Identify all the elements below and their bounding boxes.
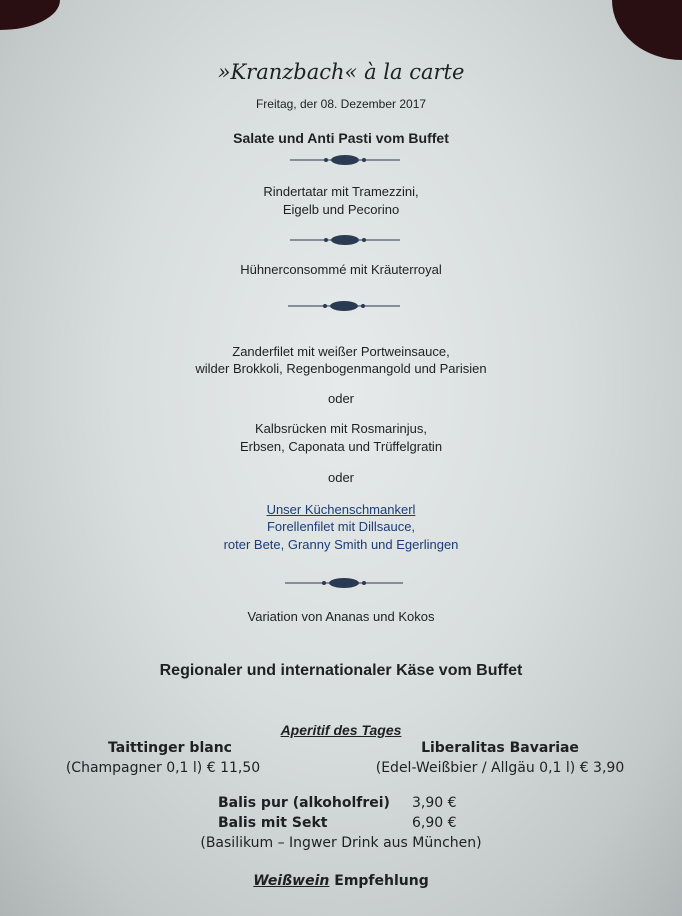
wine-heading xyxy=(0,873,682,889)
balis-note: (Basilikum – Ingwer Drink aus München) xyxy=(200,835,482,851)
liberalitas-detail: (Edel-Weißbier / Allgäu 0,1 l) € 3,90 xyxy=(375,760,625,776)
or-separator-1: oder xyxy=(327,391,355,406)
menu-title: »Kranzbach« à la carte xyxy=(217,60,465,84)
balis-sekt-name: Balis mit Sekt xyxy=(218,815,328,831)
ornament-divider xyxy=(290,153,400,167)
ornament-divider xyxy=(290,233,400,247)
starter-line-2: Eigelb und Pecorino xyxy=(282,202,400,217)
main2-line-1: Kalbsrücken mit Rosmarinjus, xyxy=(255,421,427,436)
special-line-1: Forellenfilet mit Dillsauce, xyxy=(266,519,416,534)
balis-pur-name: Balis pur (alkoholfrei) xyxy=(218,795,390,811)
ornament-divider xyxy=(288,299,400,313)
special-line-2: roter Bete, Granny Smith und Egerlingen xyxy=(223,537,459,552)
balis-pur-price: 3,90 € xyxy=(412,795,457,811)
menu-date: Freitag, der 08. Dezember 2017 xyxy=(255,97,427,111)
special-title: Unser Küchenschmankerl xyxy=(266,502,416,517)
starter-line-1: Rindertatar mit Tramezzini, xyxy=(263,184,419,199)
wine-rest: Empfehlung xyxy=(334,873,429,889)
ornament-divider xyxy=(285,576,403,590)
taittinger-name: Taittinger blanc xyxy=(108,740,232,756)
taittinger-detail: (Champagner 0,1 l) € 11,50 xyxy=(65,760,261,776)
balis-sekt-price: 6,90 € xyxy=(412,815,457,831)
salads-heading: Salate und Anti Pasti vom Buffet xyxy=(233,130,449,146)
dessert-line: Variation von Ananas und Kokos xyxy=(247,609,435,624)
wine-word: Weißwein xyxy=(253,873,330,889)
soup-line: Hühnerconsommé mit Kräuterroyal xyxy=(240,262,442,277)
aperitif-heading: Aperitif des Tages xyxy=(280,722,402,738)
cheese-line: Regionaler und internationaler Käse vom Buffet xyxy=(159,662,523,679)
liberalitas-name: Liberalitas Bavariae xyxy=(421,740,579,756)
main1-line-1: Zanderfilet mit weißer Portweinsauce, xyxy=(232,344,450,359)
main1-line-2: wilder Brokkoli, Regenbogenmangold und Parisien xyxy=(195,361,487,376)
or-separator-2: oder xyxy=(327,470,355,485)
main2-line-2: Erbsen, Caponata und Trüffelgratin xyxy=(239,439,443,454)
